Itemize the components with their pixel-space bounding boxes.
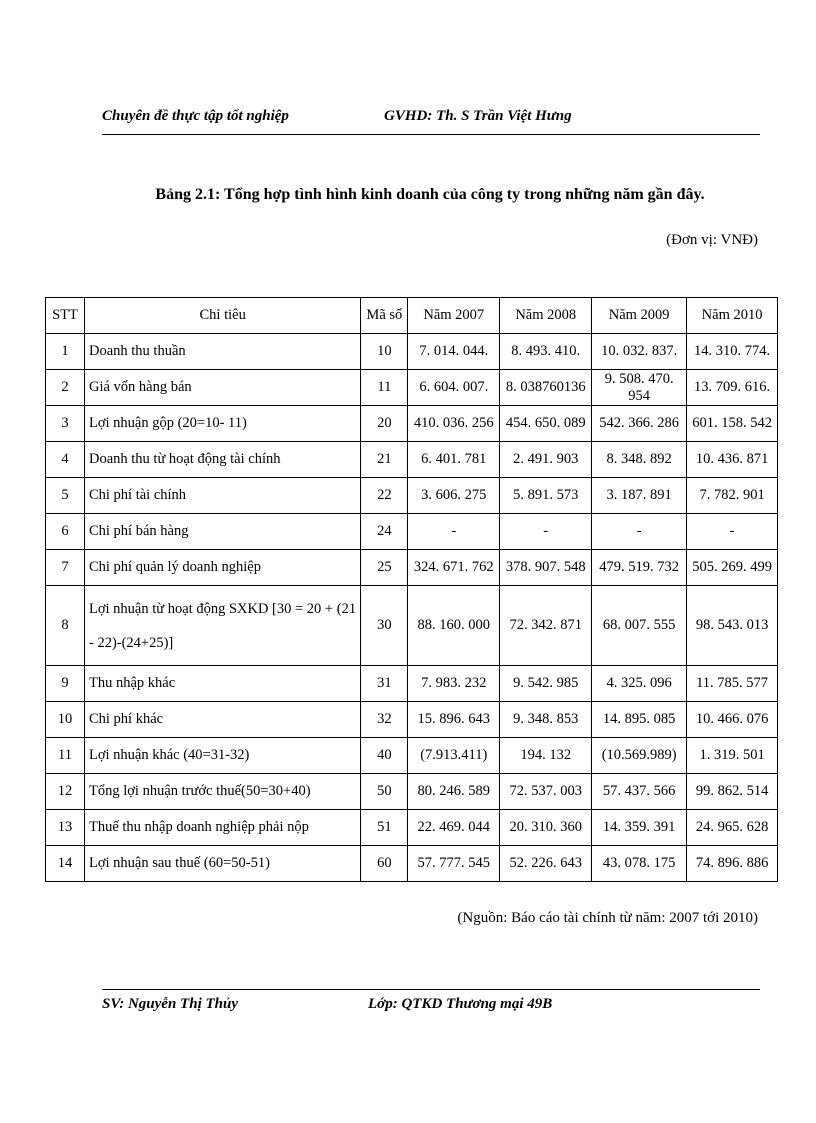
cell-stt: 14 xyxy=(46,846,85,882)
cell-2007: 3. 606. 275 xyxy=(408,478,500,514)
table-header-row xyxy=(46,298,778,334)
cell-stt: 12 xyxy=(46,774,85,810)
cell-indicator: Lợi nhuận khác (40=31-32) xyxy=(84,738,360,774)
header-supervisor: GVHD: Th. S Trần Việt Hưng xyxy=(384,108,572,124)
cell-2010: 14. 310. 774. xyxy=(687,334,778,370)
table-title: Bảng 2.1: Tổng hợp tình hình kinh doanh của công ty trong những năm gần đây. xyxy=(155,186,705,203)
page-header xyxy=(102,108,760,135)
footer-student: SV: Nguyễn Thị Thủy xyxy=(102,996,238,1012)
cell-2008: 20. 310. 360 xyxy=(500,810,592,846)
cell-2008: 8. 038760136 xyxy=(500,370,592,406)
cell-code: 31 xyxy=(361,666,408,702)
cell-2007: - xyxy=(408,514,500,550)
cell-2009: 9. 508. 470. 954 xyxy=(592,370,687,406)
table-row xyxy=(46,702,778,738)
header-cell-indicator: Chỉ tiêu xyxy=(84,298,360,334)
footer-class: Lớp: QTKD Thương mại 49B xyxy=(368,996,553,1012)
cell-2008: - xyxy=(500,514,592,550)
cell-stt: 6 xyxy=(46,514,85,550)
table-row xyxy=(46,406,778,442)
table-row xyxy=(46,550,778,586)
table-row xyxy=(46,666,778,702)
cell-2009: 3. 187. 891 xyxy=(592,478,687,514)
cell-code: 30 xyxy=(361,586,408,666)
cell-code: 11 xyxy=(361,370,408,406)
cell-indicator: Chi phí bán hàng xyxy=(84,514,360,550)
cell-stt: 10 xyxy=(46,702,85,738)
cell-2007: 7. 983. 232 xyxy=(408,666,500,702)
table-row xyxy=(46,810,778,846)
cell-indicator: Lợi nhuận từ hoạt động SXKD [30 = 20 + (21 - 22)-(24+25)] xyxy=(84,586,360,666)
cell-indicator: Lợi nhuận gộp (20=10- 11) xyxy=(84,406,360,442)
cell-stt: 9 xyxy=(46,666,85,702)
cell-2010: 74. 896. 886 xyxy=(687,846,778,882)
cell-2007: 7. 014. 044. xyxy=(408,334,500,370)
cell-2010: 7. 782. 901 xyxy=(687,478,778,514)
header-cell-code: Mã số xyxy=(361,298,408,334)
cell-stt: 11 xyxy=(46,738,85,774)
cell-2010: 601. 158. 542 xyxy=(687,406,778,442)
cell-indicator: Chi phí quản lý doanh nghiệp xyxy=(84,550,360,586)
cell-2010: - xyxy=(687,514,778,550)
page-footer xyxy=(102,989,760,1012)
cell-indicator: Chi phí khác xyxy=(84,702,360,738)
cell-indicator: Chi phí tài chính xyxy=(84,478,360,514)
table-row xyxy=(46,586,778,666)
cell-2009: - xyxy=(592,514,687,550)
header-cell-2008: Năm 2008 xyxy=(500,298,592,334)
header-cell-2009: Năm 2009 xyxy=(592,298,687,334)
cell-code: 25 xyxy=(361,550,408,586)
cell-2009: 542. 366. 286 xyxy=(592,406,687,442)
cell-2010: 99. 862. 514 xyxy=(687,774,778,810)
cell-stt: 8 xyxy=(46,586,85,666)
cell-2009: 43. 078. 175 xyxy=(592,846,687,882)
cell-2007: 80. 246. 589 xyxy=(408,774,500,810)
cell-2007: 6. 604. 007. xyxy=(408,370,500,406)
cell-2008: 72. 537. 003 xyxy=(500,774,592,810)
cell-stt: 3 xyxy=(46,406,85,442)
cell-2008: 378. 907. 548 xyxy=(500,550,592,586)
table-row xyxy=(46,334,778,370)
cell-indicator: Giá vốn hàng bán xyxy=(84,370,360,406)
cell-indicator: Doanh thu thuần xyxy=(84,334,360,370)
cell-2010: 10. 466. 076 xyxy=(687,702,778,738)
cell-2009: 14. 895. 085 xyxy=(592,702,687,738)
cell-code: 22 xyxy=(361,478,408,514)
business-summary-table xyxy=(45,297,778,882)
cell-code: 24 xyxy=(361,514,408,550)
cell-2009: 479. 519. 732 xyxy=(592,550,687,586)
table-row xyxy=(46,442,778,478)
cell-code: 40 xyxy=(361,738,408,774)
cell-2010: 11. 785. 577 xyxy=(687,666,778,702)
cell-code: 50 xyxy=(361,774,408,810)
cell-code: 60 xyxy=(361,846,408,882)
cell-2009: 68. 007. 555 xyxy=(592,586,687,666)
cell-2010: 1. 319. 501 xyxy=(687,738,778,774)
cell-2009: 8. 348. 892 xyxy=(592,442,687,478)
header-cell-2007: Năm 2007 xyxy=(408,298,500,334)
cell-2007: 324. 671. 762 xyxy=(408,550,500,586)
cell-2007: 57. 777. 545 xyxy=(408,846,500,882)
cell-code: 32 xyxy=(361,702,408,738)
cell-stt: 2 xyxy=(46,370,85,406)
cell-2010: 24. 965. 628 xyxy=(687,810,778,846)
unit-label: (Đơn vị: VNĐ) xyxy=(666,232,758,248)
cell-2007: 22. 469. 044 xyxy=(408,810,500,846)
header-cell-2010: Năm 2010 xyxy=(687,298,778,334)
cell-2009: (10.569.989) xyxy=(592,738,687,774)
cell-2008: 72. 342. 871 xyxy=(500,586,592,666)
cell-2007: 410. 036. 256 xyxy=(408,406,500,442)
cell-2008: 52. 226. 643 xyxy=(500,846,592,882)
cell-2008: 9. 348. 853 xyxy=(500,702,592,738)
table-row xyxy=(46,370,778,406)
cell-2007: 15. 896. 643 xyxy=(408,702,500,738)
cell-stt: 1 xyxy=(46,334,85,370)
cell-2007: 6. 401. 781 xyxy=(408,442,500,478)
cell-indicator: Thuế thu nhập doanh nghiệp phải nộp xyxy=(84,810,360,846)
table-row xyxy=(46,774,778,810)
cell-2008: 2. 491. 903 xyxy=(500,442,592,478)
cell-code: 10 xyxy=(361,334,408,370)
cell-stt: 4 xyxy=(46,442,85,478)
cell-2009: 10. 032. 837. xyxy=(592,334,687,370)
cell-2008: 8. 493. 410. xyxy=(500,334,592,370)
cell-2008: 454. 650. 089 xyxy=(500,406,592,442)
cell-stt: 5 xyxy=(46,478,85,514)
source-note: (Nguồn: Báo cáo tài chính từ năm: 2007 tới 2010) xyxy=(457,910,758,926)
cell-2010: 13. 709. 616. xyxy=(687,370,778,406)
header-document-type: Chuyên đề thực tập tốt nghiệp xyxy=(102,108,289,124)
cell-indicator: Lợi nhuận sau thuế (60=50-51) xyxy=(84,846,360,882)
cell-2009: 14. 359. 391 xyxy=(592,810,687,846)
cell-2009: 4. 325. 096 xyxy=(592,666,687,702)
cell-2009: 57. 437. 566 xyxy=(592,774,687,810)
cell-code: 20 xyxy=(361,406,408,442)
cell-stt: 13 xyxy=(46,810,85,846)
cell-2007: 88. 160. 000 xyxy=(408,586,500,666)
header-cell-stt: STT xyxy=(46,298,85,334)
cell-2010: 505. 269. 499 xyxy=(687,550,778,586)
cell-code: 51 xyxy=(361,810,408,846)
table-row xyxy=(46,478,778,514)
cell-indicator: Thu nhập khác xyxy=(84,666,360,702)
cell-stt: 7 xyxy=(46,550,85,586)
cell-2008: 5. 891. 573 xyxy=(500,478,592,514)
cell-indicator: Tổng lợi nhuận trước thuế(50=30+40) xyxy=(84,774,360,810)
cell-indicator: Doanh thu từ hoạt động tài chính xyxy=(84,442,360,478)
cell-2007: (7.913.411) xyxy=(408,738,500,774)
cell-code: 21 xyxy=(361,442,408,478)
table-row xyxy=(46,738,778,774)
cell-2008: 194. 132 xyxy=(500,738,592,774)
cell-2010: 10. 436. 871 xyxy=(687,442,778,478)
cell-2010: 98. 543. 013 xyxy=(687,586,778,666)
table-row xyxy=(46,846,778,882)
cell-2008: 9. 542. 985 xyxy=(500,666,592,702)
table-row xyxy=(46,514,778,550)
